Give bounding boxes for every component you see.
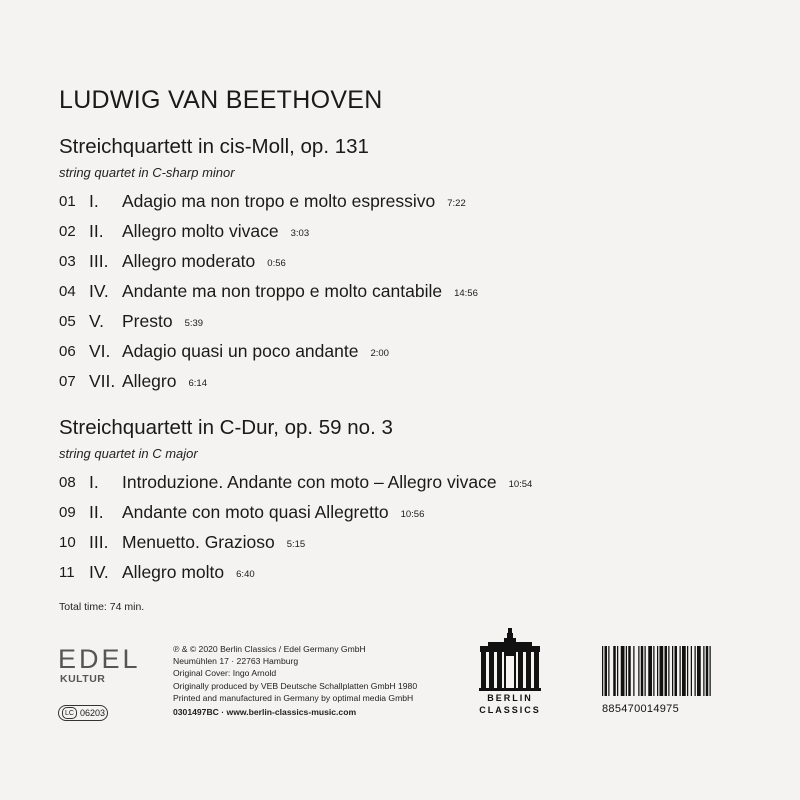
track-number: 11 <box>59 564 75 581</box>
track-number: 01 <box>59 193 76 210</box>
movement-number: II. <box>89 502 104 522</box>
track-number: 02 <box>59 223 76 240</box>
track-title-wrap <box>122 221 309 242</box>
track-duration: 6:14 <box>188 378 207 389</box>
track-number: 03 <box>59 253 76 270</box>
work-title: Streichquartett in C-Dur, op. 59 no. 3 <box>59 416 393 439</box>
credit-line: Printed and manufactured in Germany by optimal media GmbH <box>173 692 414 703</box>
work-subtitle: string quartet in C-sharp minor <box>59 165 235 180</box>
track-duration: 10:56 <box>400 509 425 520</box>
barcode-bar <box>641 646 644 696</box>
track-duration: 6:40 <box>236 569 255 580</box>
movement-number: I. <box>89 191 99 211</box>
track-title: Presto <box>122 311 173 331</box>
barcode-number: 885470014975 <box>602 703 680 715</box>
track-duration: 3:03 <box>290 228 310 239</box>
track-duration: 5:39 <box>184 318 204 329</box>
track-title: Menuetto. Grazioso <box>122 532 275 552</box>
track-title: Adagio ma non tropo e molto espressivo <box>122 191 436 211</box>
track-number: 05 <box>59 313 76 330</box>
credit-line: ℗ & © 2020 Berlin Classics / Edel Germany GmbH <box>173 644 366 654</box>
barcode-bar <box>680 646 681 696</box>
barcode-bar <box>621 646 625 696</box>
work-title: Streichquartett in cis-Moll, op. 131 <box>59 135 369 158</box>
barcode-bar <box>653 646 654 696</box>
movement-number: V. <box>89 311 104 331</box>
berlin-classics-line2: CLASSICS <box>479 705 541 715</box>
barcode-bar <box>628 646 631 696</box>
movement-number: III. <box>89 251 109 271</box>
track-number: 09 <box>59 504 76 521</box>
track-number: 08 <box>59 474 76 491</box>
movement-number: IV. <box>89 281 109 301</box>
barcode-bar <box>672 646 673 696</box>
barcode-bar <box>602 646 603 696</box>
barcode-bar <box>660 646 664 696</box>
movement-number: VII. <box>89 371 116 391</box>
total-time: Total time: 74 min. <box>59 601 145 613</box>
credit-line: Originally produced by VEB Deutsche Schallplatten GmbH 1980 <box>173 680 418 691</box>
track-title: Introduzione. Andante con moto – Allegro vivace <box>122 472 497 492</box>
movement-number: IV. <box>89 562 109 582</box>
barcode-bar <box>710 646 711 696</box>
track-title-wrap <box>122 562 255 583</box>
barcode-bar <box>691 646 692 696</box>
label-code-number: 06203 <box>80 708 106 718</box>
edel-kultur-logo <box>58 645 141 685</box>
track-number: 10 <box>59 534 76 551</box>
barcode-bar <box>682 646 686 696</box>
barcode-bar <box>626 646 627 696</box>
track-title-wrap <box>122 311 203 332</box>
barcode-bar <box>668 646 669 696</box>
track-title-wrap <box>122 341 389 362</box>
track-title: Allegro moderato <box>122 251 256 271</box>
track-title: Andante ma non troppo e molto cantabile <box>122 281 443 301</box>
track-duration: 10:54 <box>508 479 533 490</box>
movement-number: II. <box>89 221 104 241</box>
track-duration: 14:56 <box>454 288 478 299</box>
track-number: 04 <box>59 283 76 300</box>
barcode-bar <box>638 646 639 696</box>
track-title-wrap <box>122 191 466 212</box>
movement-number: I. <box>89 472 99 492</box>
barcode-bar <box>648 646 652 696</box>
composer-name: LUDWIG VAN BEETHOVEN <box>59 86 383 114</box>
track-title: Allegro molto vivace <box>122 221 279 241</box>
credits <box>173 643 433 704</box>
credit-line: Original Cover: Ingo Arnold <box>173 668 277 679</box>
berlin-classics-line1: BERLIN <box>487 693 533 703</box>
label-code-badge: LC <box>62 707 77 719</box>
barcode-bar <box>706 646 709 696</box>
movement-number: VI. <box>89 341 111 361</box>
track-number: 07 <box>59 373 76 390</box>
track-number: 06 <box>59 343 76 360</box>
barcode-bar <box>617 646 618 696</box>
track-duration: 0:56 <box>267 258 286 269</box>
catalog-number: 0301497BC · www.berlin-classics-music.com <box>173 707 357 717</box>
track-title-wrap <box>122 371 207 392</box>
track-title-wrap <box>122 502 424 523</box>
barcode-bar <box>657 646 658 696</box>
barcode-bar <box>608 646 609 696</box>
barcode-bar <box>605 646 608 696</box>
barcode-bar <box>695 646 696 696</box>
barcode-bar <box>697 646 701 696</box>
track-title: Adagio quasi un poco andante <box>122 341 359 361</box>
track-title-wrap <box>122 472 532 493</box>
credit-line: Neumühlen 17 · 22763 Hamburg <box>173 656 299 667</box>
track-title-wrap <box>122 532 305 553</box>
work-subtitle: string quartet in C major <box>59 446 198 461</box>
barcode-bar <box>687 646 688 696</box>
barcode-bar <box>665 646 668 696</box>
barcode <box>602 646 750 696</box>
barcode-bar <box>675 646 678 696</box>
edel-logo-sub: KULTUR <box>60 673 106 685</box>
barcode-bar <box>613 646 616 696</box>
track-duration: 7:22 <box>447 198 466 209</box>
movement-number: III. <box>89 532 109 552</box>
track-title: Allegro molto <box>122 562 225 582</box>
barcode-bar <box>633 646 634 696</box>
barcode-bar <box>645 646 646 696</box>
track-title: Allegro <box>122 371 177 391</box>
track-title-wrap <box>122 281 478 302</box>
track-title: Andante con moto quasi Allegretto <box>122 502 389 522</box>
edel-logo-word: EDEL <box>58 644 141 674</box>
track-duration: 5:15 <box>286 539 306 550</box>
track-duration: 2:00 <box>370 348 389 359</box>
label-code <box>58 705 108 721</box>
track-title-wrap <box>122 251 286 272</box>
barcode-bar <box>703 646 704 696</box>
